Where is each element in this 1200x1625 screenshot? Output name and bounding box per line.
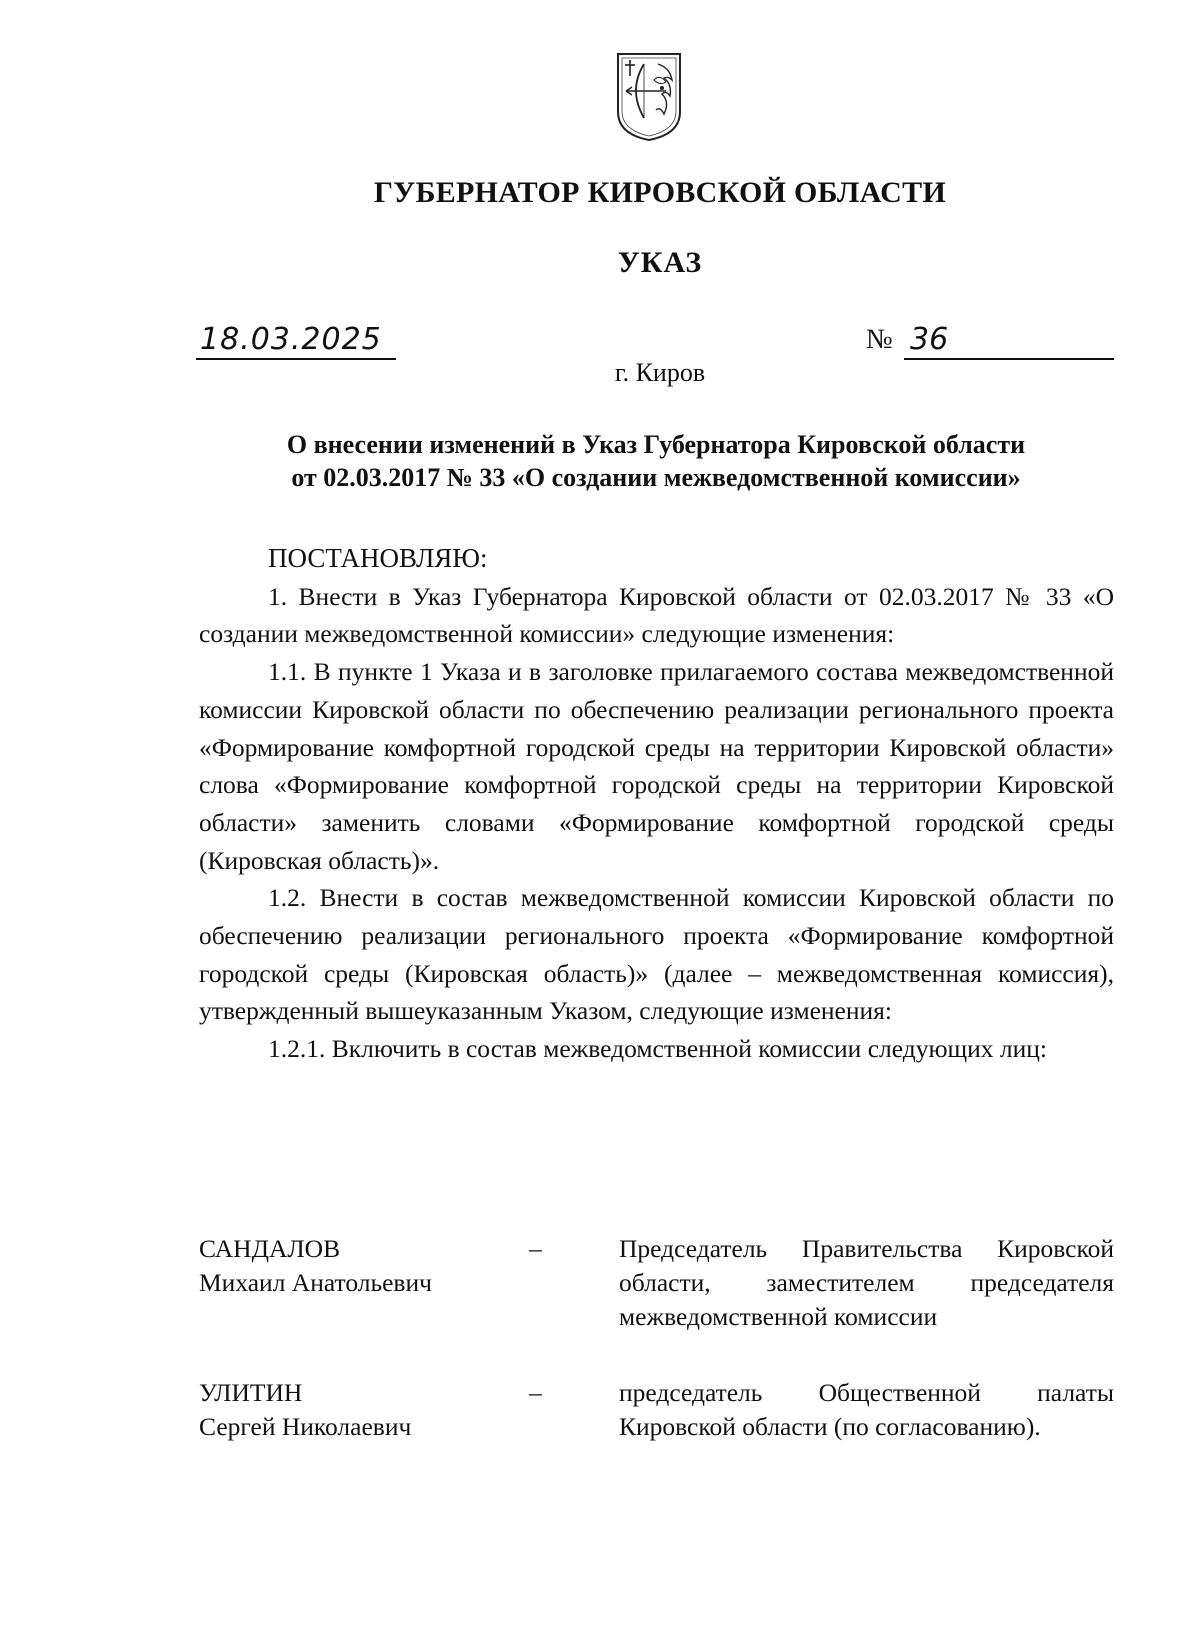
member-name bbox=[199, 1376, 529, 1444]
number-label: № bbox=[866, 324, 893, 355]
subject-line-1: О внесении изменений в Указ Губернатора Кировской области bbox=[286, 430, 1026, 459]
member-name bbox=[199, 1232, 529, 1300]
document-body bbox=[199, 540, 1114, 1068]
organization-title: ГУБЕРНАТОР КИРОВСКОЙ ОБЛАСТИ bbox=[373, 176, 947, 209]
member-dash: – bbox=[529, 1234, 542, 1263]
member-list bbox=[199, 1232, 1114, 1486]
decree-word: ПОСТАНОВЛЯЮ: bbox=[268, 543, 488, 573]
paragraph-1-1: 1.1. В пункте 1 Указа и в заголовке прилагаемого состава межведомственной комиссии Кировской области по обеспечению реализации регионального проекта «Формирование комфортной городской среды на территории Кировской области» слова «Формирование комфортной городской среды на территории Кировской области» заменить словами «Формирование комфортной городской среды (Кировская область)». bbox=[199, 657, 1114, 875]
member-surname: САНДАЛОВ bbox=[199, 1234, 341, 1263]
handwritten-number: 36 bbox=[910, 322, 949, 357]
member-given-names: Михаил Анатольевич bbox=[199, 1268, 432, 1297]
date-field bbox=[196, 324, 396, 360]
paragraph-1-2-1: 1.2.1. Включить в состав межведомственной комиссии следующих лиц: bbox=[268, 1034, 1048, 1064]
coat-of-arms-icon bbox=[614, 50, 684, 142]
paragraph-1-2: 1.2. Внести в состав межведомственной комиссии Кировской области по обеспечению реализации регионального проекта «Формирование комфортной городской среды (Кировская область)» (далее – межведомственная комиссия), утвержденный вышеуказанным Указом, следующие изменения: bbox=[199, 883, 1114, 1026]
subject-line-2: от 02.03.2017 № 33 «О создании межведомственной комиссии» bbox=[291, 463, 1021, 492]
document-type-heading: УКАЗ bbox=[617, 246, 703, 279]
handwritten-date: 18.03.2025 bbox=[200, 322, 382, 357]
member-given-names: Сергей Николаевич bbox=[199, 1412, 412, 1441]
city-line: г. Киров bbox=[614, 358, 706, 387]
member-role: Председатель Правительства Кировской области, заместителем председателя межведомственной комиссии bbox=[619, 1234, 1114, 1331]
member-entry bbox=[199, 1376, 1114, 1444]
paragraph-1: 1. Внести в Указ Губернатора Кировской области от 02.03.2017 № 33 «О создании межведомственной комиссии» следующие изменения: bbox=[199, 581, 1114, 649]
member-surname: УЛИТИН bbox=[199, 1378, 303, 1407]
document-subject bbox=[196, 428, 1116, 494]
member-dash: – bbox=[529, 1378, 542, 1407]
number-field bbox=[904, 324, 1114, 360]
member-entry bbox=[199, 1232, 1114, 1334]
member-role: председатель Общественной палаты Кировской области (по согласованию). bbox=[619, 1378, 1114, 1441]
